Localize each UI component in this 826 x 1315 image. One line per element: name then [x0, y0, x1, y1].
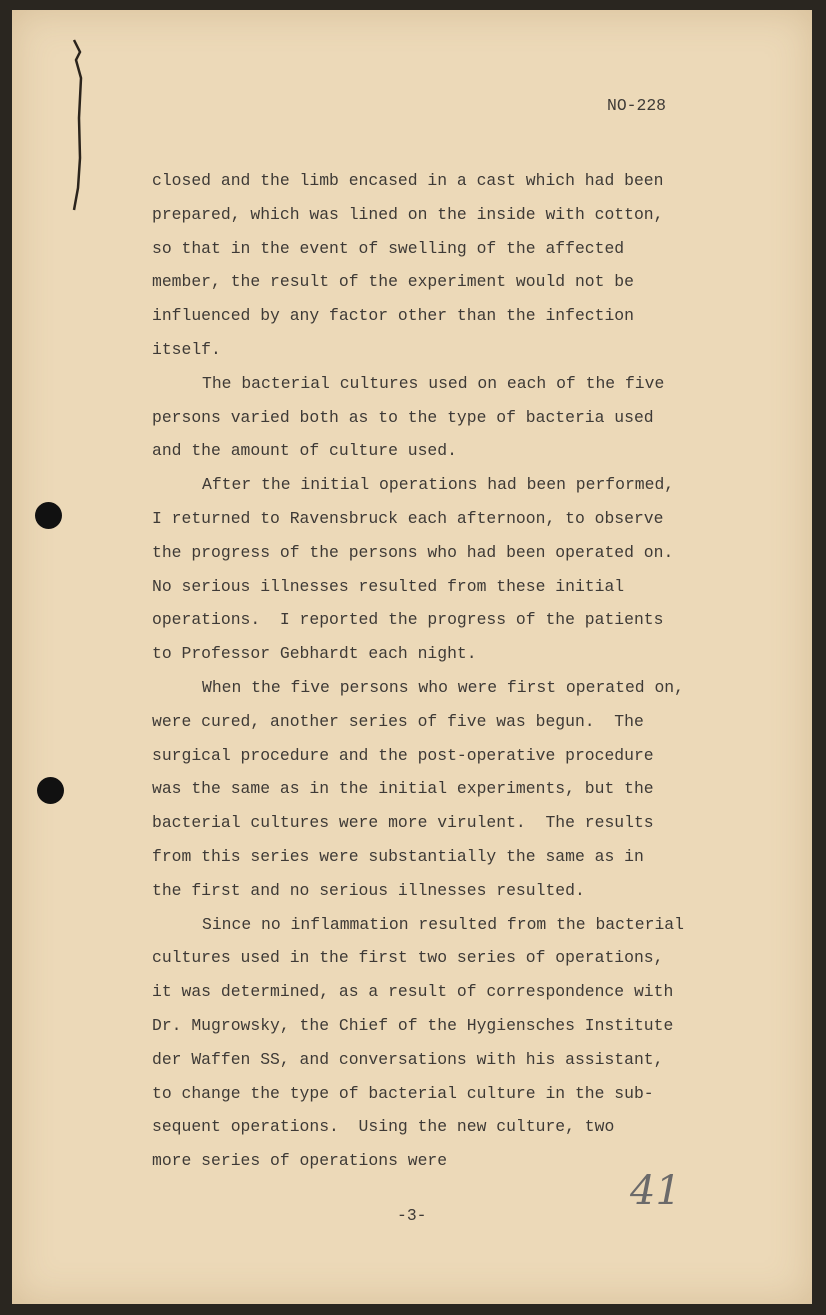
text-line: from this series were substantially the same as in — [152, 846, 644, 866]
text-line: After the initial operations had been performed, — [202, 475, 675, 495]
document-id: NO-228 — [607, 96, 667, 115]
text-line: The bacterial cultures used on each of the five — [202, 373, 665, 393]
text-line: were cured, another series of five was begun. The — [152, 711, 644, 731]
text-line: I returned to Ravensbruck each afternoon, to observe — [152, 508, 664, 528]
text-line: Dr. Mugrowsky, the Chief of the Hygiensches Institute — [152, 1015, 674, 1035]
text-line: Since no inflammation resulted from the bacterial — [202, 914, 684, 934]
document-page — [12, 10, 812, 1304]
text-line: so that in the event of swelling of the affected — [152, 238, 625, 258]
handwritten-folio-number: 41 — [630, 1168, 681, 1214]
binding-tear-mark — [70, 38, 84, 213]
text-line: sequent operations. Using the new culture, two — [152, 1117, 615, 1137]
text-line: member, the result of the experiment would not be — [152, 272, 634, 292]
document-body — [152, 164, 684, 1178]
text-line: prepared, which was lined on the inside with cotton, — [152, 204, 664, 224]
text-line: and the amount of culture used. — [152, 441, 457, 461]
text-line: it was determined, as a result of correspondence with — [152, 982, 674, 1002]
text-line: to change the type of bacterial culture in the sub- — [152, 1083, 654, 1103]
text-line: der Waffen SS, and conversations with his assistant, — [152, 1049, 664, 1069]
text-line: bacterial cultures were more virulent. The results — [152, 813, 654, 833]
text-line: operations. I reported the progress of the patients — [152, 610, 664, 630]
text-line: itself. — [152, 339, 221, 359]
text-line: the progress of the persons who had been operated on. — [152, 542, 674, 562]
text-line: No serious illnesses resulted from these initial — [152, 576, 625, 596]
page-number: -3- — [397, 1206, 427, 1225]
text-line: was the same as in the initial experiments, but the — [152, 779, 654, 799]
text-line: the first and no serious illnesses resulted. — [152, 880, 585, 900]
text-line: to Professor Gebhardt each night. — [152, 644, 477, 664]
text-line: persons varied both as to the type of bacteria used — [152, 407, 654, 427]
text-line: cultures used in the first two series of operations, — [152, 948, 664, 968]
text-line: When the five persons who were first operated on, — [202, 677, 684, 697]
text-line: surgical procedure and the post-operative procedure — [152, 745, 654, 765]
text-line: more series of operations were — [152, 1151, 448, 1171]
punch-hole — [37, 777, 64, 804]
text-line: closed and the limb encased in a cast which had been — [152, 171, 664, 190]
punch-hole — [35, 502, 62, 529]
text-line: influenced by any factor other than the infection — [152, 306, 634, 326]
